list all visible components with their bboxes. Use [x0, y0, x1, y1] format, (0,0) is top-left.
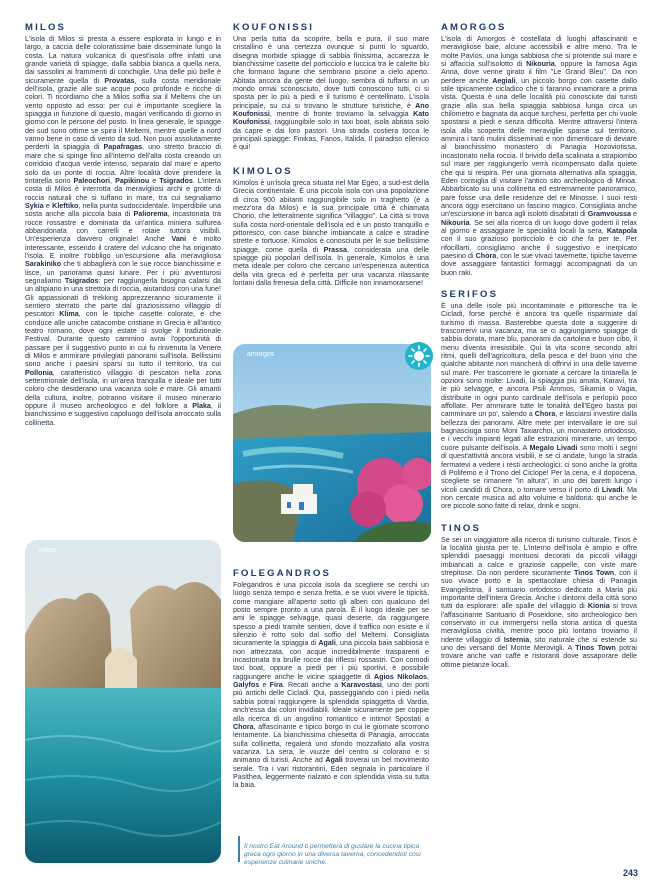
- serifos-text: È una delle isole più incontaminate e pittoresche tra le Cicladi, forse perché è ancora tra quelle risparmiate dal turismo di massa. Basterebbe questa dote a suggerire di trascorrervi una vacanza, ma se ci aggiungiamo spiagge di sabbia dorata, mare blu, panorami da cartolina e buon cibo, il menu diventa irresistibile. Qui la vita scorre secondo altri ritmi, quelli dell'agricoltura, della pesca e del buon vino che qualche abitante non mancherà di offrirvi in una delle taverne sul mare. Per trascorrere le giornate a cercare la tintarella le opzioni sono molte: Livadi, la spiaggia più amata, Karavi, tra le più selvagge, e ancora Psili Ammos, Sikamia o Vagia, distribuite in ogni punto cardinale dell'isola e perlopiù poco affollate. Per ammirare tutte le tonalità dell'Egeo basta poi camminare un po', salendo a Chora, e lasciarsi investire dalla bellezza dei panorami. Altre mete per intervallare le ore sul bagnasciuga sono Moni Taxiarchoi, un monastero ortodosso, e i vecchi impianti legati alle estrazioni minerarie, un tempo cuore pulsante dell'isola. A Megalo Livadi sono molti i segni di quest'attività ancora visibili, e se ci andate, lungo la strada fermatevi a vedere i resti archeologici: ci sono anche la grotta di Polifemo e il Trono del Ciclope! Per la cena, e il dopocena, scegliete se rimanere "in altura", in uno dei baretti lungo i vicoli candidi di Chora, o tornare verso il porto di Livadi. Ma non cercate musica ad alto volume e baldoria: qui anche le ore piccole sono fatte di relax, drink e sogni.: [441, 301, 638, 511]
- column-right: [441, 22, 637, 669]
- eat-around-note: Il nostro Eat Around ti permetterà di gustare la cucina tipica greca ogni giorno in una diversa taverna, concedendoti così esperienze culinarie uniche.: [244, 842, 421, 866]
- section-title-milos: MILOS: [25, 22, 67, 33]
- section-title-folegandros: FOLEGANDROS: [233, 568, 332, 579]
- section-title-serifos: SERIFOS: [441, 288, 499, 300]
- folegandros-text: Folegandros è una piccola isola da scegliere se cerchi un luogo senza tempo e senza fretta, e se vuoi vivere le tipicità, come mangiare all'aperto sotto gli alberi con qualcuno del posto sempre pronto a una parola. È il luogo ideale per se ami le spiagge selvagge, quasi deserte, da raggiungere spesso a piedi tramite sentieri, dove il traffico non esiste e il silenzio è rotto solo dal soffio del Meltemi. Consigliata sicuramente la spiaggia di Agali, una piccola baia sabbiosa e non attrezzata, con acque incredibilmente trasparenti e incastonata tra brulle rocce dai riflessi rossastri. Con comodi taxi boat, oppure a piedi per i più sportivi, è possibile raggiungere anche le vicine spiaggette di Agios Nikolaos, Galyfos e Fira. Recati anche a Karavostasi, uno dei porti più antichi delle Cicladi. Qui, passeggiando con i piedi nella sabbia potrai raggiungere la splendida spiaggetta di Vardia, anch'essa dai colori invidiabili. Ideale sicuramente per coppie alla ricerca di un angolino romantico e intimo! Spostati a Chora, affascinante e tipico borgo in cui le giornate scorrono lentamente. La bianchissima chiesetta di Panagia, arroccata sulla collinetta, regalerà uno sfondo mozzafiato alla vostra vacanza. La sera, le viuzze del centro si colorano e si animano di turisti. Anche ad Agali troverai un bel movimento serale. Tra i vari ristorantini, Eden segnala in particolare il Pasithea, leggermente rialzato e con splendida vista su tutta la baia.: [233, 581, 430, 790]
- amorgos-photo-caption: amorgos: [247, 351, 275, 358]
- section-title-kimolos: KIMOLOS: [233, 165, 293, 177]
- sun-icon-glyph: [405, 342, 433, 370]
- tinos-text: Se sei un viaggiatore alla ricerca di turismo culturale, Tinos è la località giusta per te. L'interno dell'isola è ampio e offre splendidi paesaggi montuosi decorati da piccoli villaggi imbiancati a calce e graziose cappelle, con viste mare strepitose. Da non perdere sicuramente Tinos Town, con il suo vivace porto e la spettacolare chiesa di Panagia Evangelistria, il santuario ortodosso dedicato a Maria più importante dell'intera Grecia. Anche i dintorni della città sono tutti da esplorare: alle spalle del villaggio di Kionia si trova l'affascinante Santuario di Poseidone, sito archeologico ben conservato in cui immergersi nella storia antica di questa meravigliosa civiltà, mentre poco più lontano troviamo il ridente villaggio di Isternia, sito naturale che si estende su uno dei versanti del Monte Merovigli. A Tinos Town potrai trovare anche vari caffè e ristoranti dove assaporare delle ottime pietanze locali.: [441, 535, 638, 669]
- amorgos-photo: [233, 344, 431, 542]
- column-middle: [233, 22, 429, 287]
- milos-photo-art: [25, 540, 221, 863]
- milos-photo-caption: milos: [39, 547, 56, 554]
- section-title-koufonissi: KOUFONISSI: [233, 22, 315, 33]
- section-title-amorgos: AMORGOS: [441, 22, 507, 33]
- koufonissi-text: Una perla tutta da scoprire, bella e pura, il suo mare cristallino è una certezza ovunque si punti lo sguardo, disegna morbide spiagge di sabbia finissima, accarezza le bianchissime casette del porticciolo e luccica tra le calette blu che formano lagune che sembrano piscine a cielo aperto. Abitata ancora da gente del luogo, sembra di tuffarsi in un mondo ormai sconosciuto, dove tutti conoscono tutti, ci si sposta per lo più a piedi e il turismo è centellinato. L'isola principale, su cui si trovano le strutture turistiche, è Ano Koufonissi, mentre di fronte troviamo la selvaggia Kato Koufonissi, raggiungibile solo in taxi boat, isola abitata solo da capre e dai loro pastori. Una strada costiera tocca le principali spiagge: Finikas, Fanos, Italida. Il paradiso ellenico è qui!: [233, 35, 430, 152]
- kimolos-text: Kimolos è un'isola greca situata nel Mar Egeo, a sud-est della Grecia continentale. È una piccola isola con una popolazione di circa 900 abitanti raggiungibile solo in traghetto (è a mezz'ora da Milos) e la sua principale città è chiamata Chorio, che letteralmente significa "villaggio". La città si trova sulla costa nord-orientale dell'isola ed è un posto tranquillo e pittoresco, con case bianche imbiancate a calce e stradine strette e tortuose. Kimolos è conosciuta per le sue bellissime spiagge, come quella di Prassa, considerata una delle spiagge più popolari dell'isola. In generale, Kimolos è una meta ideale per coloro che cercano un'esperienza autentica della vita greca ed è perfetta per una vacanza rilassante lontani dalla frenesia della città. Difficile non innamorarsene!: [233, 178, 430, 287]
- milos-photo: [25, 540, 221, 863]
- milos-text: L'isola di Milos si presta a essere esplorata in lungo e in largo, a caccia delle coloratissime baie disseminate lungo la costa. La natura vulcanica di quest'isola offre infatti una grande varietà di spiagge, dalla sabbia bianca a quella nera, dai sassolini ai frammenti di conchiglie. Una delle più belle è sicuramente quella di Provatas, sulla costa meridionale dell'isola, grazie alle sue acque poco profonde e ricche di colori. Ti ricordiamo che a Milos soffia sia il Meltemi che un vento opposto ad esso: per cui è importante scegliere la spiaggia in funzione di questo, magari verificando di giorno in giorno con le persone del posto. In linea generale, le spiagge dei sud sono ottime se spira il Meltemi, mentre quelle a nord vanno bene in caso di vento da sud. Non puoi assolutamente perderti la spiaggia di Papafragas, uno stretto braccio di mare che si spinge fino all'interno dell'alta costa creando un corridoio d'acqua verde intenso, separato dal mare e aperto solo da un ponte di roccia. Altre località dove prendere la tintarella sono Paleochori, Papikinou e Tsigrados. L'intera costa di Milos è interrotta da meravigliosi archi e grotte di roccia naturali che si tuffano in mare, tra cui segnaliamo Sykia e Kleftiko, nella punta sudoccidentale. Imperdibile una sosta anche alla piccola baia di Paliorema, incastonata tra rocce rossastre e dominata da un'antica miniera sulfurea abbandonata con carrelli e rotaie tuttora visibili. Un'esperienza davvero originale! Anche Vani è molto interessante, essendo il cratere del vulcano che ha originato l'isola. E inoltre t'obbligo un'escursione alla meravigliosa Sarakiniko che ti abbaglierà con le sue rocce bianchissime e lisce, un panorama quasi lunare. Per i più avventurosi segnaliamo Tsigrados: per raggiungerla bisogna calarsi da un altipiano in una strettoia di roccia, aiutandosi con una fune! Gli appassionati di trekking apprezzeranno sicuramente il sentiero sterrato che parte dal graziosissimo villaggio di pescatori Klima, con le tipiche casette colorate, e che conduce alle uniche catacombe cristiane in Grecia e all'antico teatro romano, dove ogni estate si svolge il tradizionale Festival. Durante questo cammino avrai l'opportunità di passare per il suggestivo punto in cui fu rinvenuta la Venere di Milos e ammirare privilegiati panorami sull'isola. Bellissimi sono anche i paesini sparsi su tutto il territorio, tra cui Pollonia, caratteristico villaggio di pescatori nella zona settentrionale dell'isola, in un'area tranquilla e ideale per tutti coloro che desiderano una vacanza sole e mare. Gli amanti della cultura, inoltre, potranno visitare il museo minerario oppure il museo archeologico e del folklore a Plaka, il bianchissimo e suggestivo capoluogo dell'isola arroccato sulla collinetta.: [25, 35, 222, 427]
- page-number: 243: [622, 868, 638, 878]
- note-bar: [238, 836, 240, 862]
- sun-icon: [405, 342, 433, 370]
- amorgos-photo-art: [233, 344, 431, 542]
- column-left: [25, 22, 221, 427]
- section-title-tinos: TINOS: [441, 522, 482, 534]
- amorgos-text: L'isola di Amorgos è costellata di luoghi affascinanti e meravigliose baie, alcune accessibili e altre meno. Tra le molte Pavlos, una lunga sabbiosa che si protende sul mare e si affaccia sull'isolotto di Nikouria, oppure la famosa Agia Anna, dove venne girato il film "Le Grand Bleu". Da non perdere anche Aegiali, un piccolo borgo con casette dallo stile tipicamente cicladico che ti faranno innamorare a prima vista. Questa è una delle località più conosciute dai turisti grazie alla sua bella spiaggia sabbiosa lunga circa un chilometro e bagnata da acque turchesi, perfetta per chi vuole spostarsi a piedi e senza difficoltà. Mentre attraversi l'intera isola alla scoperta delle meraviglie sparse sul territorio, ammira i tanti mulini disseminati e non dimenticare di deviare al bianchissimo monastero di Panagia Hozoviotissa, incastonato nella roccia. Il brivido della scalinata a strapiombo sul mare per raggiungerlo verrà ricompensato dalla quiete che qui si respira. Per una giornata alternativa alla spiaggia, Eden consiglia di visitare l'antico sito archeologico di Minoa. Abbarbicato su una collinetta ed estremamente panoramico, pare fosse una delle residenze del re Minosse. I suoi resti ancora oggi esercitano un fascino magico. Consigliata anche un'escursione in barca agli isolotti disabitati di Gramvoussa e Nikouria. Se sei alla ricerca di un luogo dove goderti il relax al giorno e assaggiare le specialità locali la sera, Katapola con il suo grazioso porticciolo è ciò che fa per te. Per rifocillarti, consigliamo anche il suggestivo e inerpicato paesino di Chora, con le sue vivaci tavernette, tipiche taverne dove assaggiare fantastici formaggi accompagnati da un buon raki.: [441, 35, 638, 277]
- column-middle-lower: [233, 568, 429, 790]
